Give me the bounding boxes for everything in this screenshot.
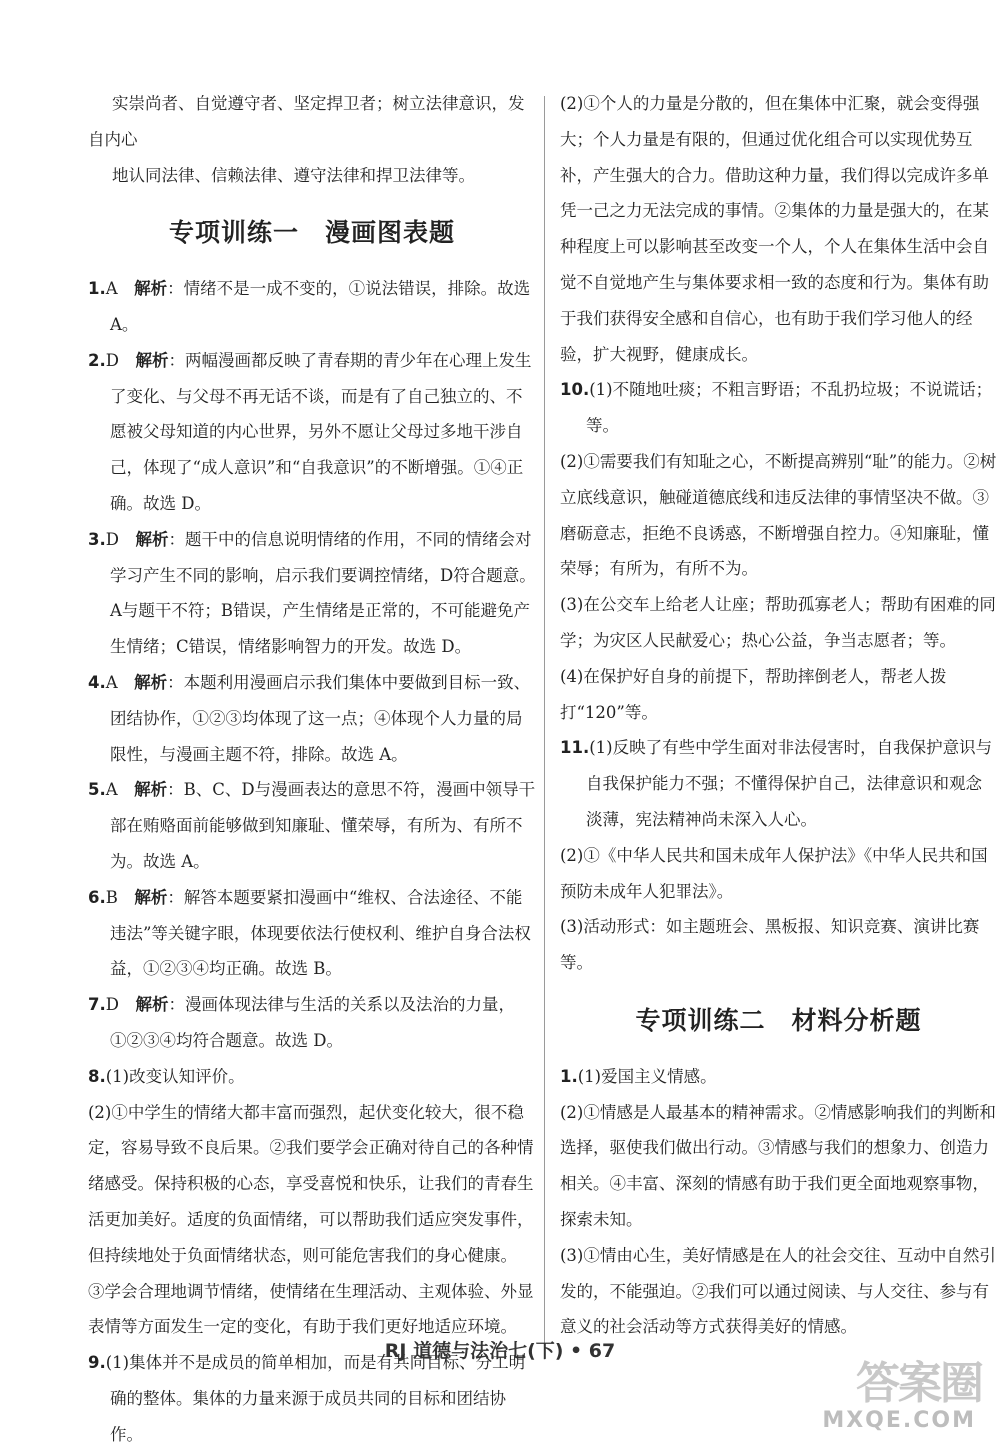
analysis-label: 解析 [134,780,168,800]
question-number: 4. [88,672,106,692]
analysis-text: ：两幅漫画都反映了青春期的青少年在心理上发生了变化、与父母不再无话不谈，而是有了自己独立的、不愿被父母知道的内心世界，另外不愿让父母过多地干涉自己，体现了“成人意识”和“自我意识”的不断增强。①④正确。故选 D。 [110,350,532,513]
watermark-domain: MXQE.COM [822,1408,976,1433]
answer-part: (1)反映了有些中学生面对非法侵害时，自我保护意识与自我保护能力不强；不懂得保护自己，法律意识和观念淡薄，宪法精神尚未深入人心。 [586,738,993,829]
section-title: 专项训练一 漫画图表题 [168,218,455,248]
watermark-title: 答案圈 [856,1358,982,1409]
question-item [88,1059,536,1095]
question-item [88,772,536,879]
answer-paragraph: (3)活动形式：如主题班会、黑板报、知识竞赛、演讲比赛等。 [560,917,980,973]
question-item [88,665,536,772]
analysis-text: ：B、C、D与漫画表达的意思不符，漫画中领导干部在贿赂面前能够做到知廉耻、懂荣辱，有所为、有所不为。故选 A。 [110,780,536,871]
answer-paragraph: (2)①中学生的情绪大都丰富而强烈，起伏变化较大，很不稳定，容易导致不良后果。②我们要学会正确对待自己的各种情绪感受。保持积极的心态，享受喜悦和快乐，让我们的青春生活更加美好。适度的负面情绪，可以帮助我们适应突发事件，但持续地处于负面情绪状态，则可能危害我们的身心健康。 [88,1102,534,1265]
question-item [88,271,536,343]
intro-line: 实崇尚者、自觉遵守者、坚定捍卫者；树立法律意识，发自内心 [88,94,525,149]
answer-paragraph: (3)①情由心生，美好情感是在人的社会交往、互动中自然引发的，不能强迫。②我们可以通过阅读、与人交往、参与有意义的社会活动等方式获得美好的情感。 [560,1245,996,1337]
question-number: 7. [88,995,106,1015]
analysis-text: ：漫画体现法律与生活的关系以及法治的力量，①②③④均符合题意。故选 D。 [110,995,515,1050]
answer-choice: A [105,279,118,299]
answer-part: (1)不随地吐痰；不粗言野语；不乱扔垃圾；不说谎话；等。 [586,380,993,436]
question-number: 10. [560,380,590,400]
answer-paragraph: ③学会合理地调节情绪，使情绪在生理活动、主观体验、外显表情等方面发生一定的变化，有助于我们更好地适应环境。 [88,1281,534,1337]
right-column [560,86,997,1345]
answer-choice: D [105,995,119,1015]
analysis-label: 解析 [134,279,168,299]
question-item [88,880,536,987]
analysis-label: 解析 [134,887,168,907]
watermark-logo [802,1347,982,1433]
question-item [560,730,997,837]
question-number: 9. [88,1353,106,1373]
answer-choice: D [105,529,119,549]
left-column [88,86,536,1452]
analysis-text: ：题干中的信息说明情绪的作用，不同的情绪会对学习产生不同的影响，启示我们要调控情绪，D符合题意。A与题干不符；B错误，产生情绪是正常的，不可能避免产生情绪；C错误，情绪影响智力的开发。故选 D。 [110,529,536,657]
question-item [560,1059,997,1095]
answer-choice: A [105,780,118,800]
analysis-label: 解析 [135,995,169,1015]
analysis-label: 解析 [134,672,168,692]
question-number: 2. [88,350,106,370]
analysis-text: ：解答本题要紧扣漫画中“维权、合法途径、不能违法”等关键字眼，体现要依法行使权利、维护自身合法权益，①②③④均正确。故选 B。 [110,887,531,979]
question-number: 5. [88,780,106,800]
question-item [560,372,997,444]
answer-paragraph: (2)①情感是人最基本的精神需求。②情感影响我们的判断和选择，驱使我们做出行动。③情感与我们的想象力、创造力相关。④丰富、深刻的情感有助于我们更全面地观察事物，探索未知。 [560,1102,996,1229]
question-number: 8. [88,1066,106,1086]
question-number: 6. [88,887,106,907]
question-number: 1. [88,279,106,299]
answer-paragraph: (2)①《中华人民共和国未成年人保护法》《中华人民共和国预防未成年人犯罪法》。 [560,845,988,901]
analysis-text: ：本题利用漫画启示我们集体中要做到目标一致、团结协作，①②③均体现了这一点；④体现个人力量的局限性，与漫画主题不符，排除。故选 A。 [110,672,531,764]
answer-paragraph: (2)①需要我们有知耻之心，不断提高辨别“耻”的能力。②树立底线意识，触碰道德底线和违反法律的事情坚决不做。③磨砺意志，拒绝不良诱惑，不断增强自控力。④知廉耻，懂荣辱；有所为，有所不为。 [560,451,997,579]
answer-part: (1)爱国主义情感。 [577,1066,717,1086]
answer-paragraph: (4)在保护好自身的前提下，帮助摔倒老人，帮老人拨打“120”等。 [560,666,947,722]
section-title: 专项训练二 材料分析题 [635,1005,922,1035]
analysis-label: 解析 [135,529,169,549]
intro-line: 地认同法律、信赖法律、遵守法律和捍卫法律等。 [112,165,475,185]
answer-choice: A [105,672,118,692]
page-footer: RJ 道德与法治七(下) • 67 [384,1340,616,1362]
question-item [88,522,536,665]
analysis-text: ：情绪不是一成不变的，①说法错误，排除。故选 A。 [110,279,531,334]
question-number: 1. [560,1066,578,1086]
analysis-label: 解析 [135,350,169,370]
question-item [88,343,536,522]
answer-choice: D [105,350,119,370]
answer-part: (1)集体并不是成员的简单相加，而是有共同目标、分工明确的整体。集体的力量来源于成员共同的目标和团结协作。 [105,1353,526,1444]
question-item [88,987,536,1059]
column-divider [544,96,545,1358]
answer-choice: B [105,887,118,907]
answer-paragraph: (2)①个人的力量是分散的，但在集体中汇聚，就会变得强大；个人力量是有限的，但通过优化组合可以实现优势互补，产生强大的合力。借助这种力量，我们得以完成许多单凭一己之力无法完成的事情。②集体的力量是强大的，在某种程度上可以影响甚至改变一个人，个人在集体生活中会自觉不自觉地产生与集体要求相一致的态度和行为。集体有助于我们获得安全感和自信心，也有助于我们学习他人的经验，扩大视野，健康成长。 [560,94,989,364]
answer-part: (1)改变认知评价。 [105,1066,245,1086]
question-number: 3. [88,529,106,549]
answer-paragraph: (3)在公交车上给老人让座；帮助孤寡老人；帮助有困难的同学；为灾区人民献爱心；热心公益，争当志愿者；等。 [560,595,996,650]
question-number: 11. [560,738,590,758]
